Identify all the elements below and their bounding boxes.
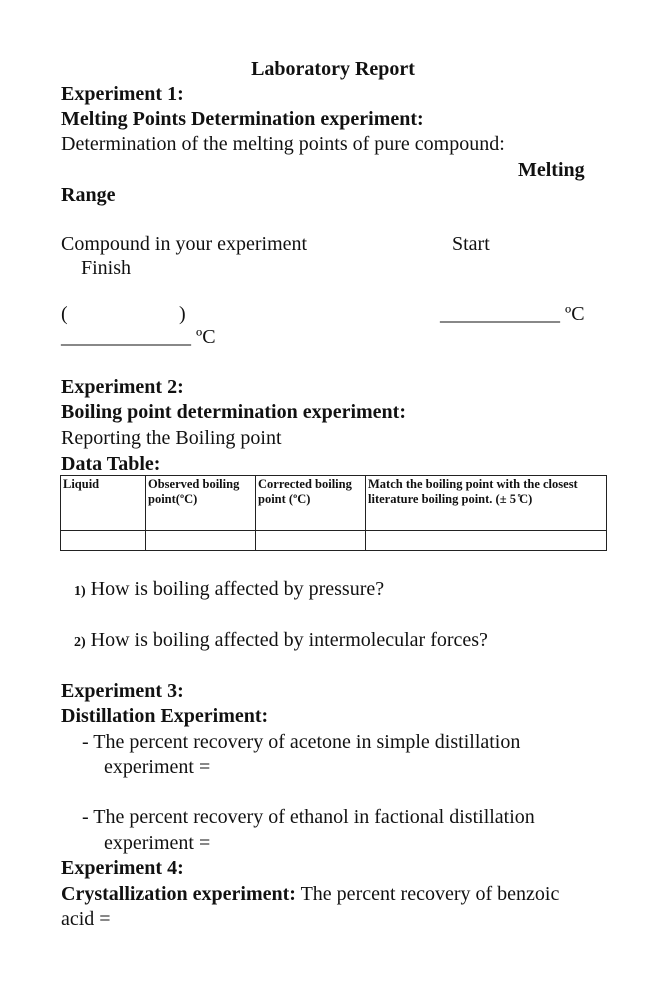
exp1-description: Determination of the melting points of pure compound:	[61, 133, 505, 155]
ethanol-recovery-line1: - The percent recovery of ethanol in factional distillation	[82, 806, 535, 828]
question-number: 1)	[74, 584, 86, 599]
col-header-liquid: Liquid	[61, 476, 146, 531]
exp4-heading: Experiment 4:	[61, 857, 184, 879]
table-cell	[366, 531, 607, 551]
exp3-subheading: Distillation Experiment:	[61, 705, 269, 727]
table-row	[61, 531, 607, 551]
exp2-description: Reporting the Boiling point	[61, 427, 282, 449]
compound-label: Compound in your experiment	[61, 233, 308, 255]
exp1-heading: Experiment 1:	[61, 83, 184, 105]
finish-label: Finish	[81, 257, 132, 279]
melting-label: Melting	[518, 159, 585, 181]
exp1-subheading: Melting Points Determination experiment:	[61, 108, 424, 130]
question-text: How is boiling affected by pressure?	[90, 578, 385, 600]
question-2	[74, 628, 488, 655]
finish-temp-blank: _____________ ºC	[61, 326, 216, 348]
exp4-line1	[61, 882, 559, 907]
question-1	[74, 577, 384, 604]
col-header-literature: Match the boiling point with the closest literature boiling point. (± 5 ̊C)	[366, 476, 607, 531]
exp3-heading: Experiment 3:	[61, 680, 184, 702]
exp2-subheading: Boiling point determination experiment:	[61, 401, 406, 423]
table-header-row	[61, 476, 607, 531]
col-header-observed: Observed boiling point(ºC)	[146, 476, 256, 531]
start-temp-blank: ____________ ºC	[440, 303, 585, 325]
data-table-title: Data Table:	[61, 453, 161, 475]
exp4-line2: acid =	[61, 908, 111, 930]
acetone-recovery-line1: - The percent recovery of acetone in simple distillation	[82, 731, 521, 753]
table-cell	[256, 531, 366, 551]
acetone-recovery-line2: experiment =	[104, 756, 211, 778]
table-cell	[146, 531, 256, 551]
range-label: Range	[61, 184, 116, 206]
question-text: How is boiling affected by intermolecular forces?	[90, 629, 488, 651]
table-cell	[61, 531, 146, 551]
start-label: Start	[452, 233, 490, 255]
ethanol-recovery-line2: experiment =	[104, 832, 211, 854]
crystallization-label: Crystallization experiment:	[61, 883, 296, 905]
exp2-heading: Experiment 2:	[61, 376, 184, 398]
boiling-point-table	[60, 475, 607, 551]
crystallization-text: The percent recovery of benzoic	[295, 883, 560, 905]
paren-close: )	[179, 303, 186, 325]
col-header-corrected: Corrected boiling point (ºC)	[256, 476, 366, 531]
page-title: Laboratory Report	[251, 58, 415, 80]
question-number: 2)	[74, 635, 86, 650]
paren-open: (	[61, 303, 68, 325]
